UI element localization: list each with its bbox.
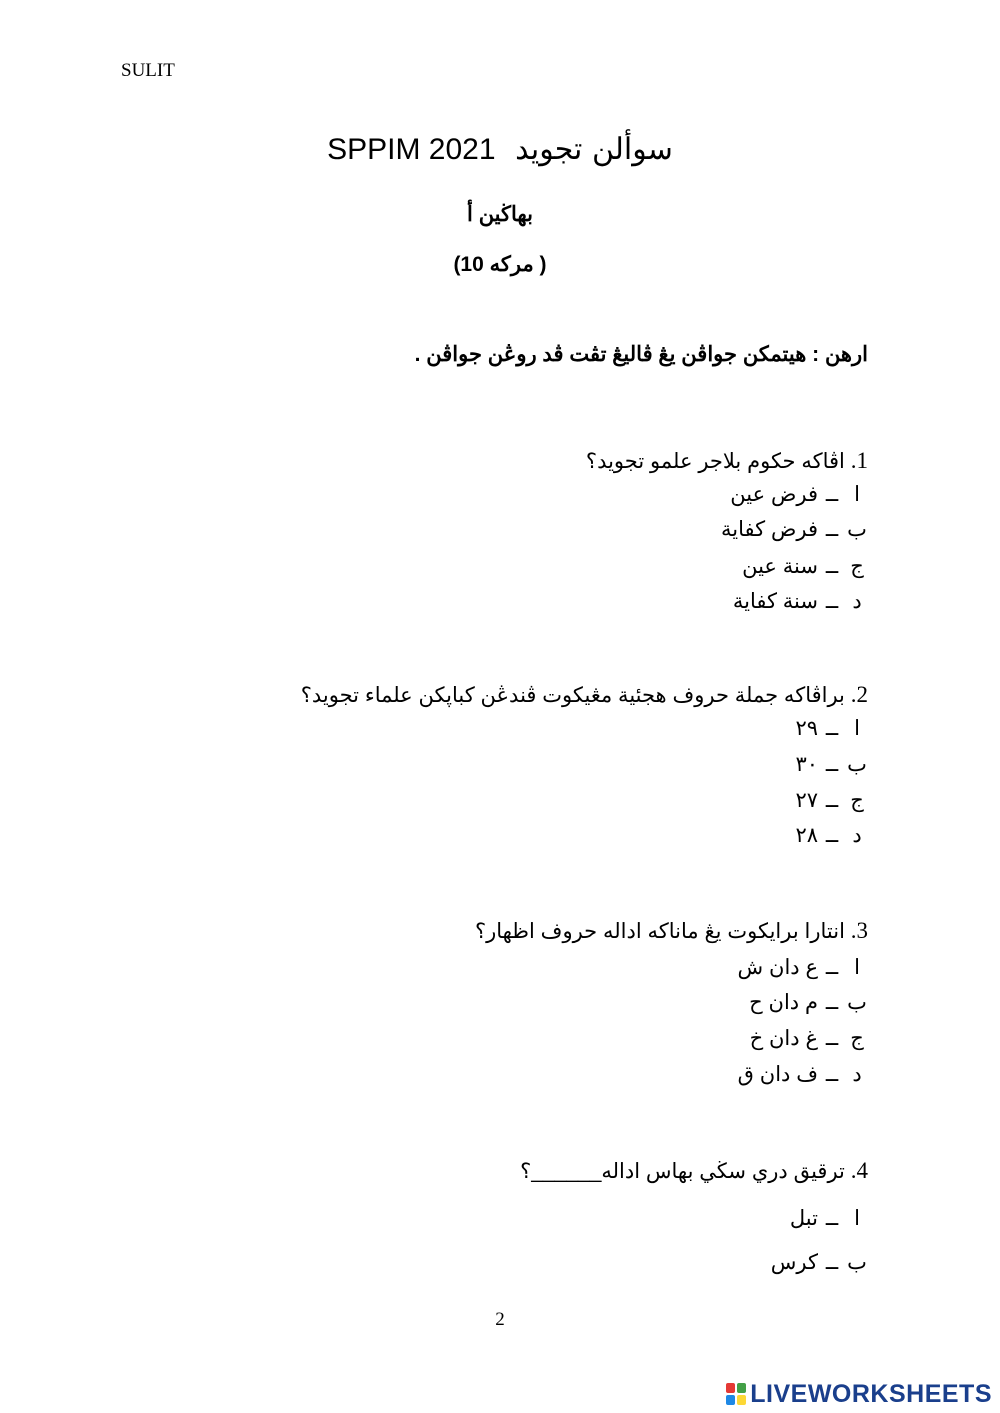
instruction-text: ارهن : هيتمكن جواڤن يڠ ڤاليڠ تڤت ڤد روڠن جواڤن . <box>414 343 868 366</box>
question-2-option-b[interactable]: بــ٣٠ <box>795 753 867 776</box>
question-2: 2. براڤاكه جملة حروف هجئية مڠيكوت ڤندڠن كباپكن علماء تجويد؟ <box>300 682 868 707</box>
question-1-option-c[interactable]: جــسنة عين <box>742 555 864 578</box>
question-2-option-a[interactable]: اــ٢٩ <box>795 717 860 740</box>
page-title <box>0 132 1000 167</box>
question-1-option-a[interactable]: اــفرض عين <box>730 483 860 506</box>
question-2-option-d[interactable]: دــ٢٨ <box>795 824 862 847</box>
title-latin: SPPIM 2021 <box>327 133 496 166</box>
logo-square-green <box>737 1383 746 1393</box>
question-2-option-c[interactable]: جــ٢٧ <box>795 789 864 812</box>
question-1: 1. اڤاكه حكوم بلاجر علمو تجويد؟ <box>585 448 868 473</box>
sulit-label: SULIT <box>121 60 175 81</box>
question-1-option-d[interactable]: دــسنة كفاية <box>732 590 862 613</box>
logo-icon <box>726 1383 746 1405</box>
section-heading: بهاڬين أ <box>467 203 533 226</box>
title-arabic: سوألن تجويد <box>515 132 673 167</box>
page-number: 2 <box>495 1309 505 1330</box>
question-3: 3. انتارا برايكوت يڠ ماناكه اداله حروف اظهار؟ <box>474 918 868 943</box>
question-4-option-a[interactable]: اــتبل <box>789 1207 860 1230</box>
logo-text: LIVEWORKSHEETS <box>750 1379 992 1408</box>
logo-square-red <box>726 1383 735 1393</box>
liveworksheets-logo[interactable] <box>726 1379 992 1409</box>
logo-square-blue <box>726 1395 735 1405</box>
question-4: 4. ترقيق دري سڬي بهاس اداله______؟ <box>520 1158 868 1183</box>
question-1-option-b[interactable]: بــفرض كفاية <box>721 518 867 541</box>
question-3-option-c[interactable]: جــغ دان خ <box>749 1027 864 1050</box>
question-3-option-d[interactable]: دــف دان ق <box>737 1063 862 1086</box>
question-3-option-b[interactable]: بــم دان ح <box>749 991 867 1014</box>
question-4-option-b[interactable]: بــكرس <box>770 1251 867 1274</box>
marks-label: (10 مركه ) <box>453 253 547 276</box>
question-3-option-a[interactable]: اــع دان ش <box>737 956 860 979</box>
logo-square-yellow <box>737 1395 746 1405</box>
